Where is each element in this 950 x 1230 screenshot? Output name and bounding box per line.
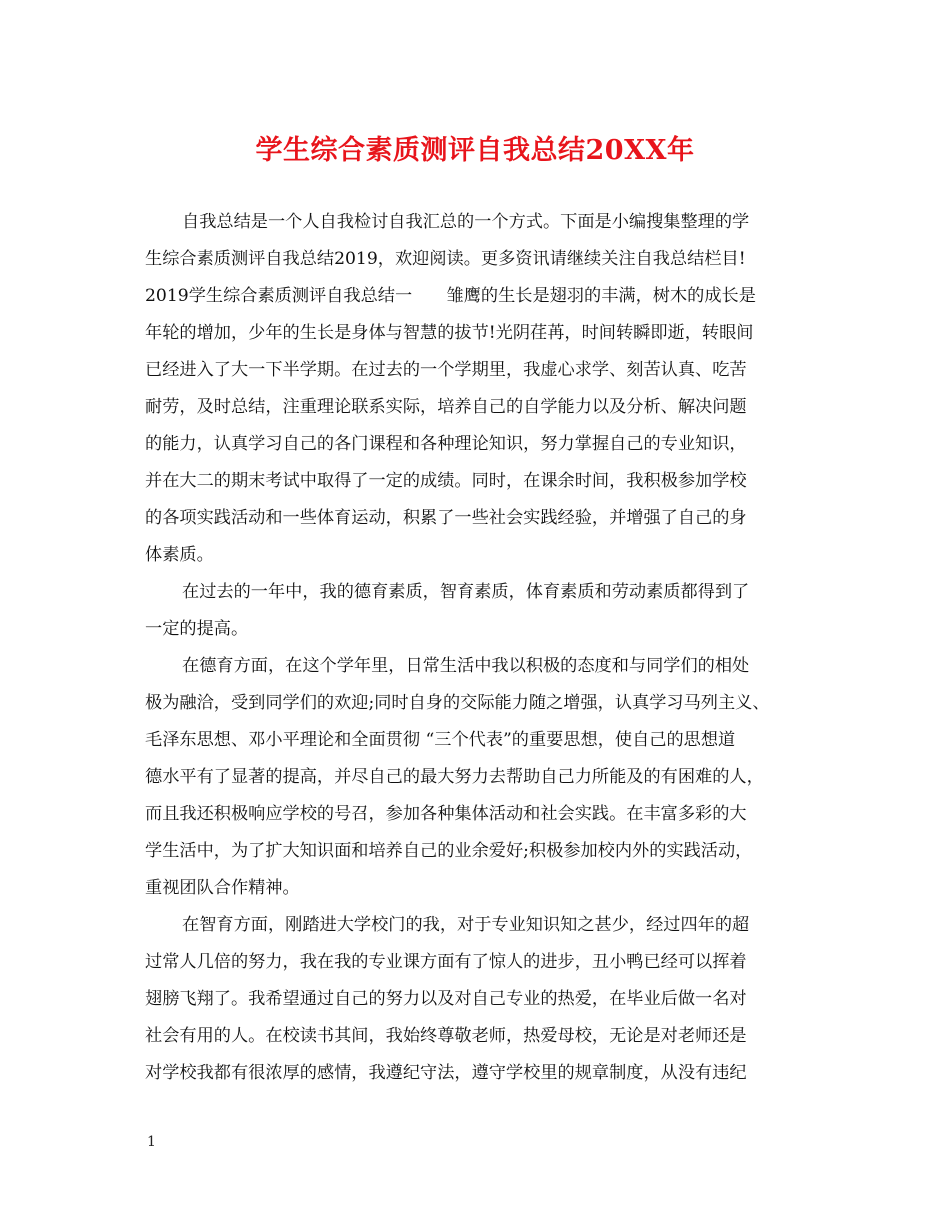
paragraph-line: 在德育方面，在这个学年里，日常生活中我以积极的态度和与同学们的相处 <box>182 656 750 676</box>
paragraph-line: 毛泽东思想、邓小平理论和全面贯彻 “三个代表”的重要思想，使自己的思想道 <box>145 730 736 750</box>
paragraph-line: 的各项实践活动和一些体育运动，积累了一些社会实践经验，并增强了自己的身 <box>145 508 747 528</box>
paragraph-line: 过常人几倍的努力，我在我的专业课方面有了惊人的进步，丑小鸭已经可以挥着 <box>145 952 747 972</box>
paragraph-line: 德水平有了显著的提高，并尽自己的最大努力去帮助自己力所能及的有困难的人， <box>145 767 764 787</box>
page-number: 1 <box>147 1134 156 1150</box>
paragraph-line: 而且我还积极响应学校的号召，参加各种集体活动和社会实践。在丰富多彩的大 <box>145 804 747 824</box>
paragraph-line: 的能力，认真学习自己的各门课程和各种理论知识，努力掌握自己的专业知识， <box>145 434 747 454</box>
paragraph-line: 对学校我都有很浓厚的感情，我遵纪守法，遵守学校里的规章制度，从没有违纪 <box>145 1063 747 1083</box>
paragraph-line: 并在大二的期末考试中取得了一定的成绩。同时，在课余时间，我积极参加学校 <box>145 471 747 491</box>
paragraph-line: 社会有用的人。在校读书其间，我始终尊敬老师，热爱母校，无论是对老师还是 <box>145 1026 747 1046</box>
document-body <box>145 204 810 1092</box>
document-title: 学生综合素质测评自我总结20XX年 <box>255 135 695 166</box>
paragraph-line: 重视团队合作精神。 <box>145 878 300 898</box>
paragraph-line: 已经进入了大一下半学期。在过去的一个学期里，我虚心求学、刻苦认真、吃苦 <box>145 360 747 380</box>
paragraph-line: 在智育方面，刚踏进大学校门的我，对于专业知识知之甚少，经过四年的超 <box>182 915 750 935</box>
paragraph-line: 在过去的一年中，我的德育素质，智育素质，体育素质和劳动素质都得到了 <box>182 582 750 602</box>
paragraph-line: 翅膀飞翔了。我希望通过自己的努力以及对自己专业的热爱，在毕业后做一名对 <box>145 989 747 1009</box>
paragraph-line: 耐劳，及时总结，注重理论联系实际，培养自己的自学能力以及分析、解决问题 <box>145 397 747 417</box>
paragraph-line: 自我总结是一个人自我检讨自我汇总的一个方式。下面是小编搜集整理的学 <box>182 212 750 232</box>
paragraph-line: 一定的提高。 <box>145 619 249 639</box>
paragraph-line: 体素质。 <box>145 545 214 565</box>
paragraph-line: 2019学生综合素质测评自我总结一 雏鹰的生长是翅羽的丰满，树木的成长是 <box>145 286 756 306</box>
paragraph-line: 年轮的增加，少年的生长是身体与智慧的拔节!光阴荏苒，时间转瞬即逝，转眼间 <box>145 323 754 343</box>
paragraph-line: 学生活中，为了扩大知识面和培养自己的业余爱好;积极参加校内外的实践活动， <box>145 841 753 861</box>
paragraph-line: 极为融洽，受到同学们的欢迎;同时自身的交际能力随之增强，认真学习马列主义、 <box>145 693 770 713</box>
paragraph-line: 生综合素质测评自我总结2019，欢迎阅读。更多资讯请继续关注自我总结栏目! <box>145 249 746 269</box>
